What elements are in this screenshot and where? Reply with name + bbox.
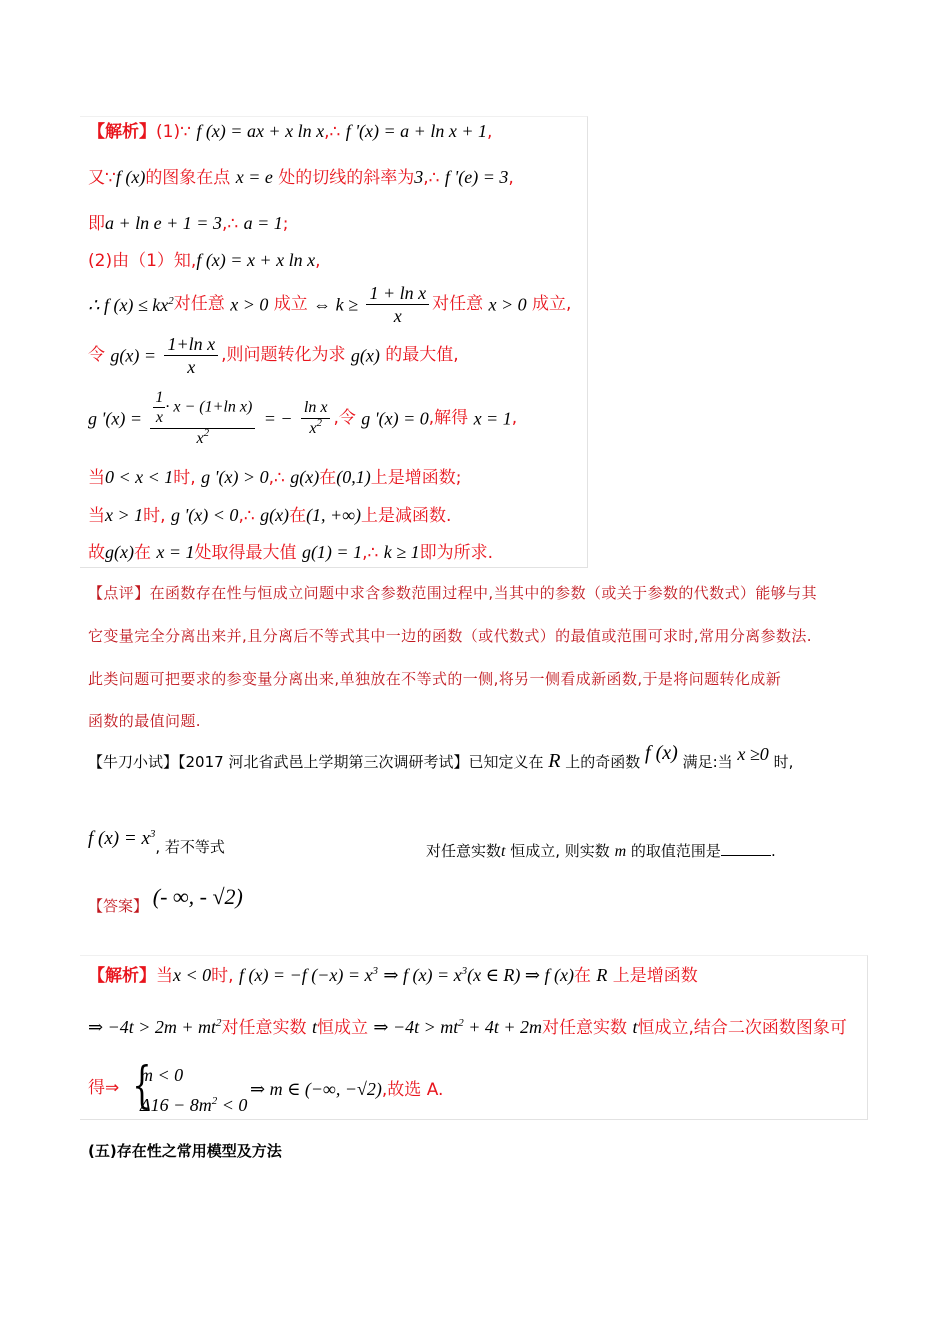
formula-part: ⇒ −4t > 2m + mt [88,1017,217,1037]
formula: g '(x) = [88,408,142,429]
solution1-line-4 [88,251,320,270]
text: 对任意 [173,294,225,314]
solution1-line-3 [88,214,288,233]
superscript: 2 [203,427,210,439]
formula: g(x) = [110,345,157,366]
formula-part: f (x) = x [88,828,150,849]
solution1-line-8 [88,468,461,487]
comment-line-4: 函数的最值问题. [88,712,201,730]
text: 上是增函数 [612,966,698,986]
section-title: (五)存在性之常用模型及方法 [88,1142,282,1160]
fraction [366,284,429,325]
text: ,故选 A. [381,1080,444,1100]
superscript: 2 [316,417,322,429]
answer-line [88,884,243,916]
text: 当 [156,966,173,986]
formula: g(x) [290,467,320,487]
comment-line-1: 【点评】在函数存在性与恒成立问题中求含参数范围过程中,当其中的参数（或关于参数的代数式）能够与其 [88,584,817,602]
text: 又∵ [88,168,116,188]
formula: g '(x) = 0 [361,408,429,429]
formula: t [632,1017,638,1037]
denominator: x [393,306,402,326]
formula [383,965,574,985]
text: 的取值范围是 [630,842,721,860]
formula: m [614,843,627,860]
text: ,∴ [362,543,379,563]
text: 恒成立,结合二次函数图象可 [637,1018,847,1038]
text: ; [282,214,289,234]
text: ,∴ [238,506,255,526]
numerator: ln x [301,400,331,419]
superscript: 2 [168,294,174,307]
trial-line-2b [426,840,776,861]
formula: g '(x) > 0 [201,467,269,487]
text: 故 [88,543,105,563]
comment-line-2: 它变量完全分离出来并,且分离后不等式其中一边的函数（或代数式）的最值或范围可求时,常用分离参数法. [88,627,812,645]
comment-line-3: 此类问题可把要求的参变量分离出来,单独放在不等式的一侧,将另一侧看成新函数,于是将问题转化成新 [88,670,782,688]
text: (1)∵ [156,122,191,142]
text: ,令 [333,408,356,428]
text: 令 [88,345,105,365]
text: 恒成立 [316,1018,368,1038]
solution2-line-2 [88,1018,847,1037]
solution1-line-6 [88,335,459,376]
text: 当 [88,468,105,488]
text: 【牛刀小试】【2017 河北省武邑上学期第三次调研考试】已知定义在 [88,753,544,771]
formula [373,1017,542,1037]
text: 时, [773,753,794,771]
text: 对任意实数 [426,842,502,860]
text: 时, [173,468,196,488]
fraction [301,400,331,437]
formula: x = e [235,167,273,187]
solution2-tag: 【解析】 [88,966,156,986]
formula-part: ⇒ −4t > mt [373,1017,459,1037]
trial-line-1 [88,742,794,773]
formula: x > 0 [488,294,527,315]
numerator: 1+ln x [164,335,218,356]
text: 成立 [273,294,308,314]
formula [239,965,378,985]
text: 上是增函数; [370,468,462,488]
text: 得⇒ [88,1078,120,1098]
formula [88,295,174,315]
fraction [164,335,218,376]
superscript: 3 [461,965,468,977]
text: 满足:当 [682,753,733,771]
text: 处的切线的斜率为 [278,168,415,188]
formula: ⇔ k ≥ [313,294,359,315]
formula [88,1017,222,1037]
formula: x ≥0 [737,744,769,764]
text: , [486,122,493,142]
denominator [301,419,331,437]
solution2-case-1 [140,1066,183,1085]
formula: x = 1 [156,542,195,562]
text: 时, [211,966,234,986]
text: 的图象在点 [145,168,231,188]
numerator: 1 + ln x [366,284,429,305]
solution1-line-10 [88,543,493,562]
text: , [508,168,514,188]
formula [88,828,155,849]
formula-part: f (x) = −f (−x) = x [238,965,373,985]
text: 即 [88,214,105,234]
formula-part: x [196,430,204,447]
formula: f (x) [115,167,146,187]
formula [140,1095,247,1115]
denominator: x [155,409,163,426]
solution2-line-3-result [250,1080,443,1099]
inner-fraction [153,390,165,426]
formula: 0 < x < 1 [105,467,174,487]
formula: g(1) = 1 [301,542,363,562]
text: 在 [133,543,151,563]
solution1-line-5 [88,284,571,325]
text: ,∴ [221,214,239,234]
superscript: 2 [216,1017,222,1029]
text: . [770,842,776,860]
answer-blank [721,843,771,856]
solution1-line-7 [88,390,517,447]
formula: x > 0 [230,294,269,315]
text: 对任意 [432,294,484,314]
text: 的最大值, [385,345,459,365]
text: ,∴ [324,122,341,142]
numerator [150,390,255,429]
formula: a + ln e + 1 = 3 [105,213,222,233]
denominator [150,429,255,447]
text: 上是减函数. [361,506,452,526]
solution1-tag: 【解析】 [88,122,156,142]
superscript: 2 [211,1095,218,1107]
formula-part: (x ∈ R) ⇒ f (x) [467,965,574,985]
formula: a = 1 [243,213,283,233]
numerator: 1 [155,389,164,406]
formula: (0,1) [336,467,371,487]
formula: 3 [414,167,424,187]
answer-value: (- ∞, - √2) [152,884,243,909]
text: , [511,408,518,428]
formula: ⇒ m ∈ (−∞, −√2) [250,1079,382,1099]
text: 时, [143,506,166,526]
text: 在 [319,468,337,488]
formula: = − [263,408,293,429]
solution2-case-2 [140,1096,247,1115]
trial-line-2 [88,828,225,858]
text: 处取得最大值 [194,543,297,563]
superscript: 3 [149,828,156,840]
formula: g(x) [350,345,380,366]
text: 上的奇函数 [565,753,641,771]
superscript: 2 [458,1017,464,1029]
formula: R [548,750,561,772]
formula: g '(x) < 0 [170,505,239,525]
solution2-line-3-prefix [88,1080,119,1097]
formula: R [596,965,608,985]
formula: x = 1 [473,408,512,429]
text: ,则问题转化为求 [221,345,346,365]
text: 即为所求. [419,543,493,563]
formula-part: x [309,420,317,437]
superscript: 3 [372,965,378,977]
text: ,∴ [268,468,285,488]
formula-part: ∴ f (x) ≤ kx [88,294,169,315]
text: 当 [88,506,105,526]
text: 对任意实数 [542,1018,628,1038]
formula-part: · x − (1+ln x) [165,398,253,416]
formula: x > 1 [105,505,144,525]
formula-part: + 4t + 2m [468,1017,543,1037]
text: 恒成立, 则实数 [510,842,610,860]
formula: f (x) = ax + x ln x [196,121,325,141]
formula-part: ⇒ f (x) = x [383,965,462,985]
solution1-line-2 [88,168,514,187]
fraction [150,390,255,447]
text: 在 [573,966,591,986]
formula: f (x) [645,742,678,764]
formula: t [501,843,506,860]
text: 对任意实数 [221,1018,307,1038]
text: ,解得 [428,408,469,428]
denominator: x [187,357,196,377]
formula: x < 0 [173,965,212,985]
left-brace: { [132,1056,152,1114]
text: , [315,251,321,271]
text: (2)由（1）知, [88,251,197,271]
answer-tag: 【答案】 [88,897,149,915]
formula: f '(x) = a + ln x + 1 [345,121,487,141]
formula: f '(e) = 3 [444,167,509,187]
solution1-line-1 [88,122,492,141]
formula-part: < 0 [221,1095,248,1115]
formula: m < 0 [140,1065,184,1085]
text: ,∴ [423,168,440,188]
formula: (1, +∞) [306,505,362,525]
formula-part: Δ16 − 8m [140,1095,212,1115]
formula: k ≥ 1 [383,542,420,562]
formula: f (x) = x + x ln x [196,250,316,270]
text: 在 [289,506,307,526]
formula: t [311,1017,317,1037]
text: 成立, [532,294,572,314]
text: , 若不等式 [155,838,225,856]
formula: g(x) [260,505,290,525]
solution2-line-1 [88,966,698,985]
formula: g(x) [105,542,134,562]
solution1-line-9 [88,506,451,525]
